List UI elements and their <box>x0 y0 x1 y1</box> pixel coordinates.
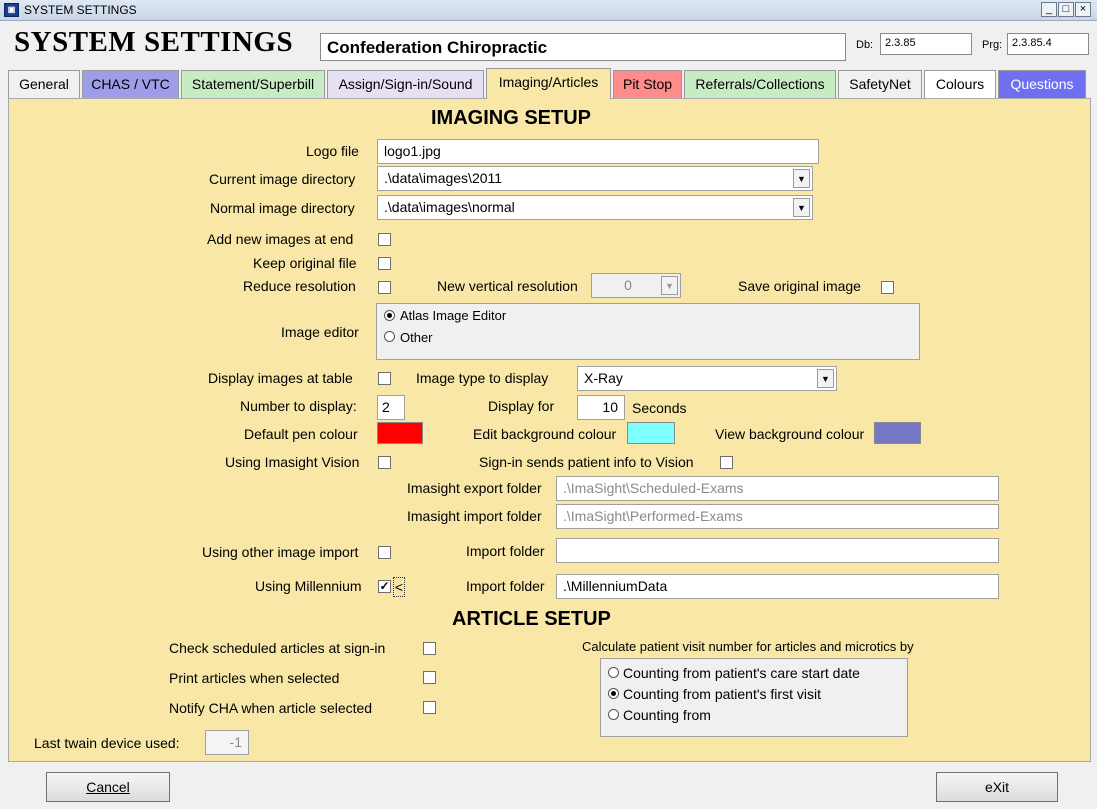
reduce-resolution-checkbox[interactable] <box>378 281 391 294</box>
notify-cha-label: Notify CHA when article selected <box>169 700 373 716</box>
tab-referrals-collections[interactable]: Referrals/Collections <box>684 70 836 98</box>
db-label: Db: <box>856 39 874 51</box>
calc-radio-care-start[interactable] <box>608 667 619 678</box>
default-pen-colour-label: Default pen colour <box>244 426 358 442</box>
prg-version-field: 2.3.85.4 <box>1007 33 1089 55</box>
editor-option-atlas-label: Atlas Image Editor <box>400 308 507 323</box>
title-bar <box>0 0 1097 21</box>
other-image-import-checkbox[interactable] <box>378 546 391 559</box>
edit-background-colour-label: Edit background colour <box>473 426 617 442</box>
check-scheduled-articles-label: Check scheduled articles at sign-in <box>169 640 386 656</box>
calc-option-first-visit-label: Counting from patient's first visit <box>623 686 821 702</box>
calc-option-counting-from-label: Counting from <box>623 707 711 723</box>
image-editor-label: Image editor <box>281 324 359 340</box>
clinic-name-field: Confederation Chiropractic <box>320 33 846 61</box>
signin-sends-checkbox[interactable] <box>720 456 733 469</box>
view-background-colour-swatch[interactable] <box>874 422 921 444</box>
imasight-export-folder-input[interactable]: .\ImaSight\Scheduled-Exams <box>556 476 999 501</box>
display-at-table-label: Display images at table <box>208 370 353 386</box>
default-pen-colour-swatch[interactable] <box>377 422 423 444</box>
display-at-table-checkbox[interactable] <box>378 372 391 385</box>
maximize-button[interactable]: □ <box>1058 2 1074 17</box>
calc-option-care-start-label: Counting from patient's care start date <box>623 665 860 681</box>
new-vertical-resolution-label: New vertical resolution <box>437 278 578 294</box>
millennium-checkbox[interactable]: ✓ <box>379 579 390 593</box>
edit-background-colour-swatch[interactable] <box>627 422 675 444</box>
cancel-button[interactable] <box>46 772 170 802</box>
tab-safetynet[interactable]: SafetyNet <box>838 70 922 98</box>
article-setup-title: ARTICLE SETUP <box>452 608 611 630</box>
print-articles-label: Print articles when selected <box>169 670 340 686</box>
calc-radio-counting-from[interactable] <box>608 709 619 720</box>
current-dir-label: Current image directory <box>209 171 356 187</box>
seconds-label: Seconds <box>632 400 687 416</box>
signin-sends-label: Sign-in sends patient info to Vision <box>479 454 694 470</box>
display-for-label: Display for <box>488 398 555 414</box>
window-title: SYSTEM SETTINGS <box>24 3 137 17</box>
normal-dir-label: Normal image directory <box>210 200 355 216</box>
exit-button[interactable] <box>936 772 1058 802</box>
minimize-button[interactable]: _ <box>1041 2 1057 17</box>
view-background-colour-label: View background colour <box>715 426 865 442</box>
editor-radio-atlas[interactable] <box>384 310 395 321</box>
logo-file-label: Logo file <box>306 143 359 159</box>
number-to-display-label: Number to display: <box>240 398 357 414</box>
keep-original-checkbox[interactable] <box>378 257 391 270</box>
chevron-down-icon[interactable]: ▼ <box>793 169 810 188</box>
tab-chas-vtc[interactable]: CHAS / VTC <box>82 70 179 98</box>
last-twain-device-label: Last twain device used: <box>34 735 180 751</box>
print-articles-checkbox[interactable] <box>423 671 436 684</box>
editor-option-other-label: Other <box>400 330 433 345</box>
notify-cha-checkbox[interactable] <box>423 701 436 714</box>
chevron-down-icon[interactable]: ▼ <box>793 198 810 217</box>
imasight-vision-checkbox[interactable] <box>378 456 391 469</box>
millennium-folder-input[interactable]: .\MillenniumData <box>556 574 999 599</box>
millennium-config-button[interactable]: < <box>394 579 404 595</box>
imaging-setup-title: IMAGING SETUP <box>431 107 592 129</box>
calc-visit-number-label: Calculate patient visit number for articles and microtics by <box>582 639 914 654</box>
save-original-checkbox[interactable] <box>881 281 894 294</box>
app-icon: ▣ <box>4 3 19 17</box>
close-button[interactable]: × <box>1075 2 1091 17</box>
new-vertical-resolution-spinner[interactable] <box>591 273 681 298</box>
imasight-import-folder-label: Imasight import folder <box>407 508 542 524</box>
chevron-down-icon[interactable]: ▼ <box>661 276 678 295</box>
number-to-display-input[interactable]: 2 <box>377 395 405 420</box>
imasight-export-folder-label: Imasight export folder <box>407 480 542 496</box>
display-for-input[interactable]: 10 <box>577 395 625 420</box>
tab-questions[interactable]: Questions <box>998 70 1086 98</box>
normal-dir-select[interactable] <box>377 195 813 220</box>
add-new-images-checkbox[interactable] <box>378 233 391 246</box>
other-import-folder-label: Import folder <box>466 543 545 559</box>
tab-statement-superbill[interactable]: Statement/Superbill <box>181 70 325 98</box>
db-version-field: 2.3.85 <box>880 33 972 55</box>
other-image-import-label: Using other image import <box>202 544 359 560</box>
calc-radio-first-visit[interactable] <box>608 688 619 699</box>
exit-button-label: eXit <box>984 779 1010 795</box>
image-type-select[interactable] <box>577 366 837 391</box>
tab-imaging-articles[interactable]: Imaging/Articles <box>486 68 611 99</box>
millennium-label: Using Millennium <box>255 578 362 594</box>
normal-dir-value: .\data\images\normal <box>384 199 515 215</box>
add-new-images-label: Add new images at end <box>207 231 354 247</box>
new-vertical-resolution-value: 0 <box>624 277 632 293</box>
prg-label: Prg: <box>982 39 1003 51</box>
imasight-import-folder-input[interactable]: .\ImaSight\Performed-Exams <box>556 504 999 529</box>
tab-pit-stop[interactable]: Pit Stop <box>613 70 682 98</box>
page-title: SYSTEM SETTINGS <box>14 26 294 58</box>
logo-file-input[interactable]: logo1.jpg <box>377 139 819 164</box>
editor-radio-other[interactable] <box>384 331 395 342</box>
tab-assign-signin-sound[interactable]: Assign/Sign-in/Sound <box>327 70 484 98</box>
image-type-value: X-Ray <box>584 370 623 386</box>
current-dir-value: .\data\images\2011 <box>384 170 503 186</box>
cancel-button-label: Cancel <box>86 779 130 795</box>
current-dir-select[interactable] <box>377 166 813 191</box>
tab-general[interactable]: General <box>8 70 80 98</box>
chevron-down-icon[interactable]: ▼ <box>817 369 834 388</box>
tab-colours[interactable]: Colours <box>924 70 996 98</box>
reduce-resolution-label: Reduce resolution <box>243 278 356 294</box>
millennium-folder-label: Import folder <box>466 578 545 594</box>
image-type-label: Image type to display <box>416 370 549 386</box>
check-scheduled-articles-checkbox[interactable] <box>423 642 436 655</box>
other-import-folder-input[interactable] <box>556 538 999 563</box>
last-twain-device-field: -1 <box>205 730 249 755</box>
imasight-vision-label: Using Imasight Vision <box>225 454 360 470</box>
keep-original-label: Keep original file <box>253 255 357 271</box>
save-original-label: Save original image <box>738 278 861 294</box>
